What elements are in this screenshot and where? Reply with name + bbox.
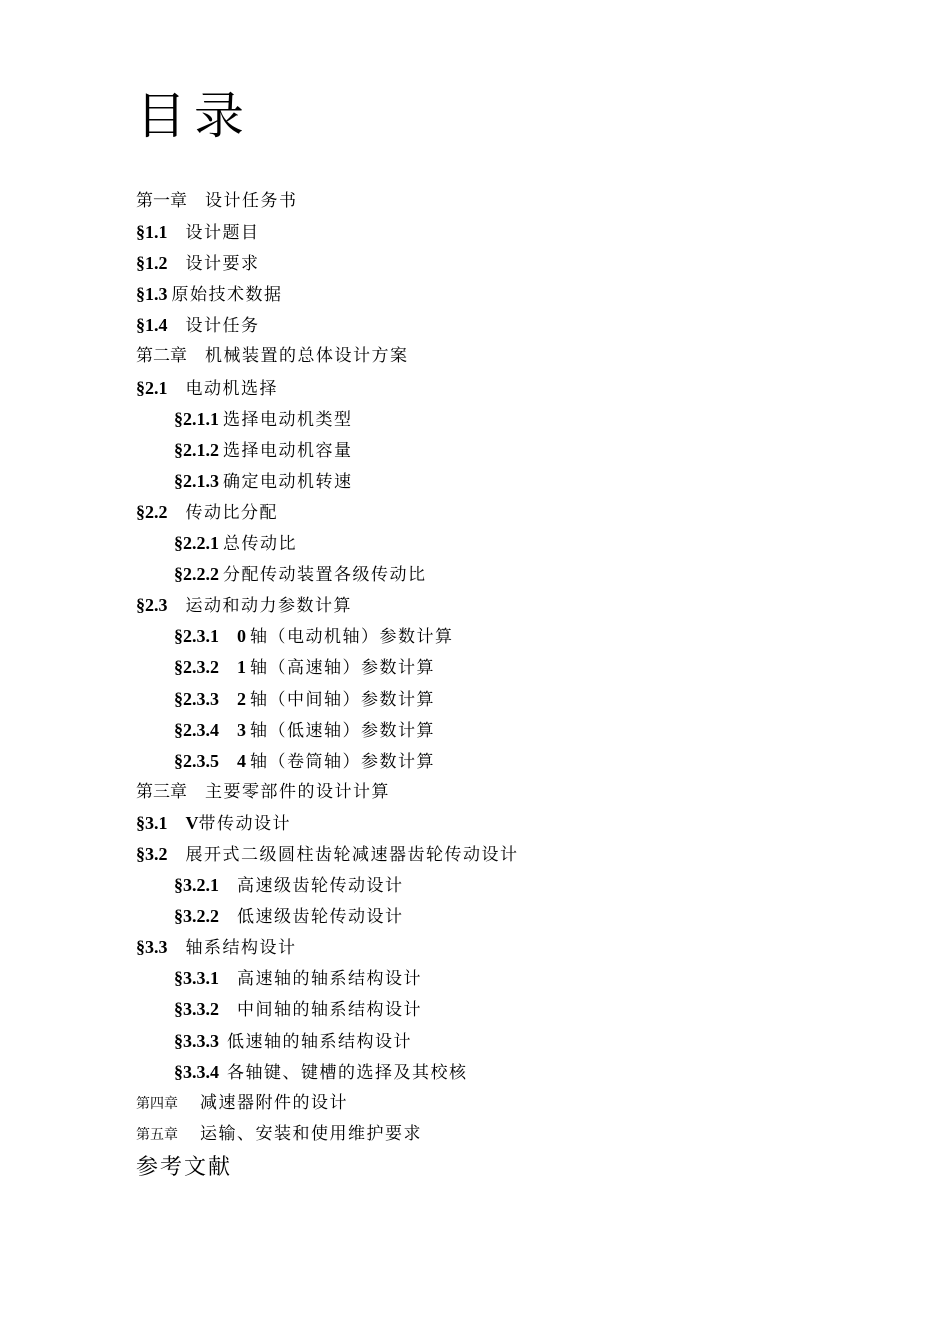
toc-text: 高速轴的轴系结构设计 [237,969,422,990]
toc-entry[interactable] [136,994,896,1025]
toc-number: §3.2.2 [174,906,219,927]
toc-number: §3.3.1 [174,968,219,989]
toc-text: 展开式二级圆柱齿轮减速器齿轮传动设计 [185,844,519,865]
toc-entry[interactable] [136,901,896,932]
toc-text: 轴系结构设计 [185,938,297,959]
toc-number: §1.1 [136,222,168,243]
toc-number: §2.3.4 [174,719,219,740]
toc-entry[interactable] [136,1119,896,1150]
toc-number: §1.2 [136,253,168,274]
toc-text: 轴（电动机轴）参数计算 [250,627,454,648]
toc-entry[interactable] [136,777,896,808]
toc-entry[interactable] [136,528,896,559]
toc-text: 高速级齿轮传动设计 [237,876,404,897]
toc-entry[interactable] [136,248,896,279]
toc-number: §2.1.1 [174,408,219,429]
toc-text: 原始技术数据 [171,285,283,306]
toc-entry[interactable] [136,373,896,404]
toc-number: §2.1.3 [174,470,219,491]
toc-text: 运动和动力参数计算 [185,596,352,617]
toc-text: 中间轴的轴系结构设计 [237,1000,422,1021]
toc-entry[interactable] [136,1088,896,1119]
toc-number: 第一章 [136,191,187,211]
table-of-contents [136,186,896,1186]
toc-entry[interactable] [136,435,896,466]
shaft-number: 0 [237,626,246,647]
toc-entry[interactable] [136,497,896,528]
toc-number: §3.3.4 [174,1061,219,1082]
toc-number: §2.1.2 [174,439,219,460]
toc-text: 设计任务 [185,316,260,337]
toc-entry[interactable] [136,1057,896,1088]
toc-text: 减速器附件的设计 [200,1092,348,1113]
toc-entry[interactable] [136,404,896,435]
shaft-number: 2 [237,688,246,709]
toc-entry[interactable] [136,963,896,994]
toc-number: §3.2.1 [174,875,219,896]
page-title: 目录 [136,87,252,145]
toc-text: 设计要求 [185,254,260,275]
toc-text: 传动比分配 [185,502,278,523]
toc-entry[interactable] [136,590,896,621]
toc-text: 轴（高速轴）参数计算 [250,658,435,679]
toc-text: 选择电动机类型 [223,409,353,430]
toc-text: 分配传动装置各级传动比 [223,565,427,586]
toc-entry[interactable] [136,279,896,310]
toc-text: 低速级齿轮传动设计 [237,907,404,928]
toc-number: §2.1 [136,377,168,398]
toc-text: 设计题目 [185,223,260,244]
toc-number: §2.2.2 [174,564,219,585]
toc-number: §1.4 [136,315,168,336]
toc-text: 选择电动机容量 [223,440,353,461]
toc-text: 运输、安装和使用维护要求 [200,1123,422,1144]
shaft-number: 3 [237,719,246,740]
toc-entry[interactable] [136,808,896,839]
toc-entry[interactable] [136,217,896,248]
toc-entry[interactable] [136,310,896,341]
toc-number: 第三章 [136,781,187,802]
toc-text: 各轴键、键槽的选择及其校核 [227,1062,468,1083]
toc-number: §2.3.5 [174,750,219,771]
toc-text: 机械装置的总体设计方案 [205,346,409,367]
toc-entry[interactable] [136,932,896,963]
toc-entry[interactable] [136,684,896,715]
toc-number: §3.2 [136,843,168,864]
toc-number: 第二章 [136,346,187,367]
toc-entry[interactable] [136,746,896,777]
toc-number: §2.3.2 [174,657,219,678]
toc-entry[interactable] [136,341,896,372]
toc-number: §3.3.3 [174,1030,219,1051]
toc-text: 带传动设计 [198,813,291,834]
toc-entry[interactable] [136,559,896,590]
toc-text: 设计任务书 [205,191,298,211]
toc-number: §3.3 [136,937,168,958]
toc-entry[interactable] [136,466,896,497]
shaft-number: 4 [237,750,246,771]
toc-entry[interactable] [136,839,896,870]
toc-text: 轴（中间轴）参数计算 [250,689,435,710]
toc-number: §2.3 [136,595,168,616]
toc-number: §2.3.3 [174,688,219,709]
toc-text: 总传动比 [223,534,297,555]
toc-number: §3.3.2 [174,999,219,1020]
toc-entry[interactable] [136,870,896,901]
toc-number: 第五章 [136,1126,178,1143]
toc-text: 低速轴的轴系结构设计 [227,1031,412,1052]
toc-text: 主要零部件的设计计算 [205,781,390,802]
toc-entry[interactable] [136,652,896,683]
toc-number: §2.2 [136,501,168,522]
toc-number: §1.3 [136,284,168,305]
toc-number: §2.2.1 [174,533,219,554]
references-entry[interactable]: 参考文献 [136,1154,233,1180]
toc-text: 轴（卷筒轴）参数计算 [250,751,435,772]
toc-entry[interactable] [136,621,896,652]
toc-number: §2.3.1 [174,626,219,647]
shaft-number: 1 [237,657,246,678]
toc-number: §3.1 [136,812,168,833]
toc-entry[interactable] [136,186,896,217]
toc-entry[interactable] [136,715,896,746]
toc-number: 第四章 [136,1095,178,1112]
toc-text: 确定电动机转速 [223,471,353,492]
toc-text: 电动机选择 [185,378,278,399]
v-belt-letter: V [185,812,199,833]
toc-text: 轴（低速轴）参数计算 [250,720,435,741]
toc-entry[interactable] [136,1026,896,1057]
